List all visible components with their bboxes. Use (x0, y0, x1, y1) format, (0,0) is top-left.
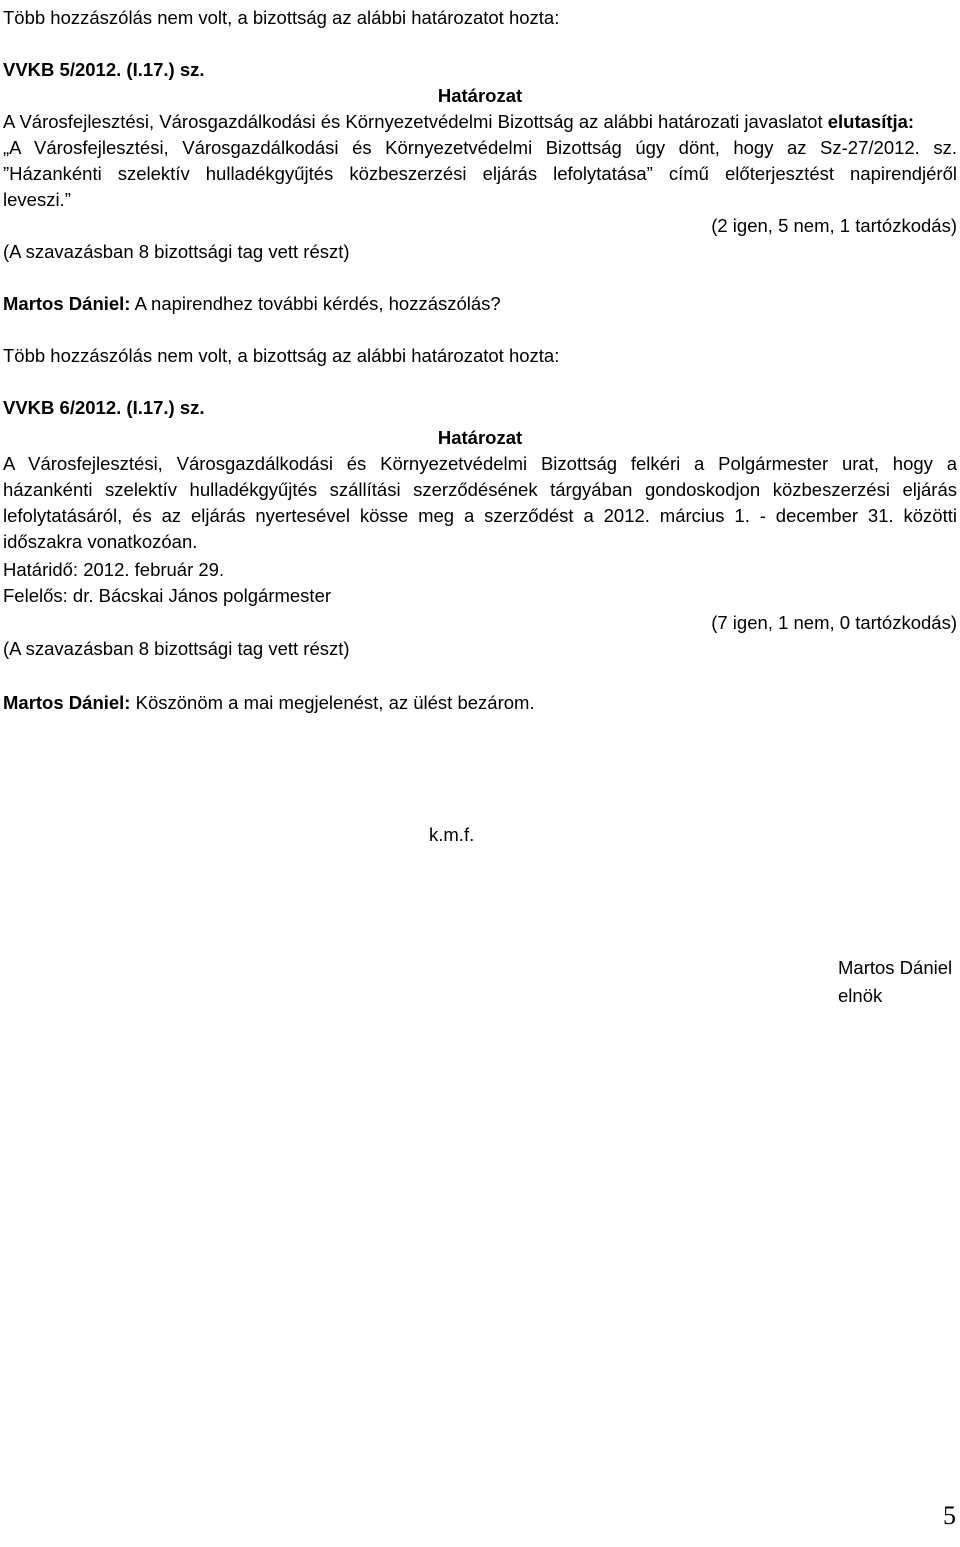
speech-1 (3, 291, 957, 317)
resolution-2-number: VVKB 6/2012. (I.17.) sz. (3, 397, 205, 418)
speech-text: A napirendhez további kérdés, hozzászólás? (130, 293, 501, 314)
resolution-2-participation: (A szavazásban 8 bizottsági tag vett részt) (3, 638, 350, 659)
resolution-2-deadline: Határidő: 2012. február 29. (3, 559, 225, 580)
signatory-name: Martos Dániel (838, 957, 953, 978)
resolution-1-line-4: leveszi.” (3, 189, 71, 210)
signatory-title: elnök (838, 985, 883, 1006)
intro-statement-1: Több hozzászólás nem volt, a bizottság az alábbi határozatot hozta: (3, 7, 560, 28)
speaker-name: Martos Dániel: (3, 692, 131, 713)
kmf-note: k.m.f. (429, 824, 475, 845)
resolution-2-responsible: Felelős: dr. Bácskai János polgármester (3, 585, 332, 606)
intro-statement-2: Több hozzászólás nem volt, a bizottság az alábbi határozatot hozta: (3, 345, 560, 366)
resolution-1-line-3: ”Házankénti szelektív hulladékgyűjtés közbeszerzési eljárás lefolytatása” című előterjesztést napirendjéről (3, 163, 957, 184)
resolution-1-rejects: elutasítja: (827, 111, 915, 132)
resolution-2-line-3: lefolytatásáról, és az eljárás nyertesével kösse meg a szerződést a 2012. március 1. - december 31. közötti (3, 505, 957, 526)
resolution-2-vote: (7 igen, 1 nem, 0 tartózkodás) (711, 612, 957, 633)
page-number: 5 (943, 1501, 956, 1530)
resolution-2-line-2: házankénti szelektív hulladékgyűjtés szállítási szerződésének tárgyában gondoskodjon közbeszerzési eljárás (3, 479, 957, 500)
resolution-1-vote: (2 igen, 5 nem, 1 tartózkodás) (711, 215, 957, 236)
resolution-1-number: VVKB 5/2012. (I.17.) sz. (3, 59, 205, 80)
resolution-2-line-4: időszakra vonatkozóan. (3, 531, 198, 552)
speech-2 (3, 690, 957, 716)
speech-text: Köszönöm a mai megjelenést, az ülést bezárom. (130, 692, 535, 713)
resolution-2-heading: Határozat (437, 427, 523, 448)
resolution-2-line-1: A Városfejlesztési, Városgazdálkodási és Környezetvédelmi Bizottság felkéri a Polgármester urat, hogy a (3, 453, 957, 474)
resolution-1-line-1 (3, 109, 957, 135)
speaker-name: Martos Dániel: (3, 293, 131, 314)
resolution-1-line-2: „A Városfejlesztési, Városgazdálkodási és Környezetvédelmi Bizottság úgy dönt, hogy az Sz-27/2012. sz. (3, 137, 957, 158)
resolution-1-participation: (A szavazásban 8 bizottsági tag vett részt) (3, 241, 350, 262)
resolution-1-line-1-text: A Városfejlesztési, Városgazdálkodási és Környezetvédelmi Bizottság az alábbi határozati javaslatot (3, 111, 828, 132)
resolution-1-heading: Határozat (437, 85, 523, 106)
